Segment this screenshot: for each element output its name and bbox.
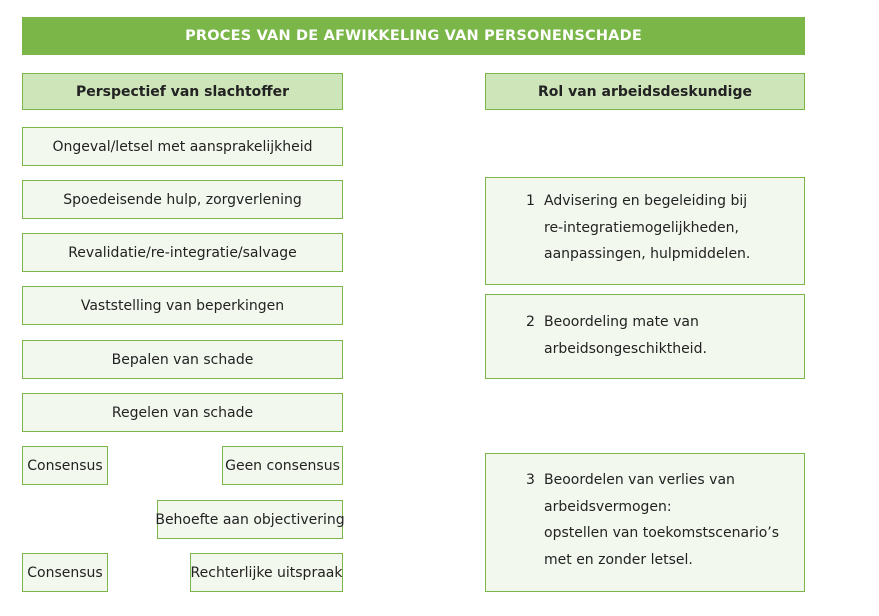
role-line: aanpassingen, hulpmiddelen.	[544, 246, 751, 262]
role-box-3	[485, 453, 805, 592]
role-line: Beoordelen van verlies van	[544, 472, 735, 488]
box-geen-consensus: Geen consensus	[222, 446, 343, 485]
box-consensus-1: Consensus	[22, 446, 108, 485]
step-revalidatie: Revalidatie/re-integratie/salvage	[22, 233, 343, 272]
header-perspectief: Perspectief van slachtoffer	[22, 73, 343, 110]
role-text	[544, 309, 707, 362]
header-rol: Rol van arbeidsdeskundige	[485, 73, 805, 110]
role-line: Advisering en begeleiding bij	[544, 193, 748, 209]
step-ongeval: Ongeval/letsel met aansprakelijkheid	[22, 127, 343, 166]
role-line: arbeidsongeschiktheid.	[544, 340, 707, 357]
step-spoedeisende-hulp: Spoedeisende hulp, zorgverlening	[22, 180, 343, 219]
box-consensus-2: Consensus	[22, 553, 108, 592]
role-box-1	[485, 177, 805, 285]
role-text	[544, 467, 779, 573]
step-regelen-schade: Regelen van schade	[22, 393, 343, 432]
role-line: met en zonder letsel.	[544, 551, 693, 568]
role-line: opstellen van toekomstscenario’s	[544, 525, 780, 541]
step-bepalen-schade: Bepalen van schade	[22, 340, 343, 379]
role-text	[544, 188, 750, 268]
role-line: Beoordeling mate van	[544, 314, 699, 330]
role-number: 1	[526, 193, 535, 209]
diagram-title: PROCES VAN DE AFWIKKELING VAN PERSONENSCHADE	[22, 17, 805, 55]
role-box-2	[485, 294, 805, 379]
box-rechterlijke-uitspraak: Rechterlijke uitspraak	[190, 553, 343, 592]
step-vaststelling-beperkingen: Vaststelling van beperkingen	[22, 286, 343, 325]
role-number: 2	[526, 314, 535, 330]
role-line: arbeidsvermogen:	[544, 498, 672, 515]
box-behoefte-objectivering: Behoefte aan objectivering	[157, 500, 343, 539]
role-line: re-integratiemogelijkheden,	[544, 219, 739, 236]
role-number: 3	[526, 472, 535, 488]
